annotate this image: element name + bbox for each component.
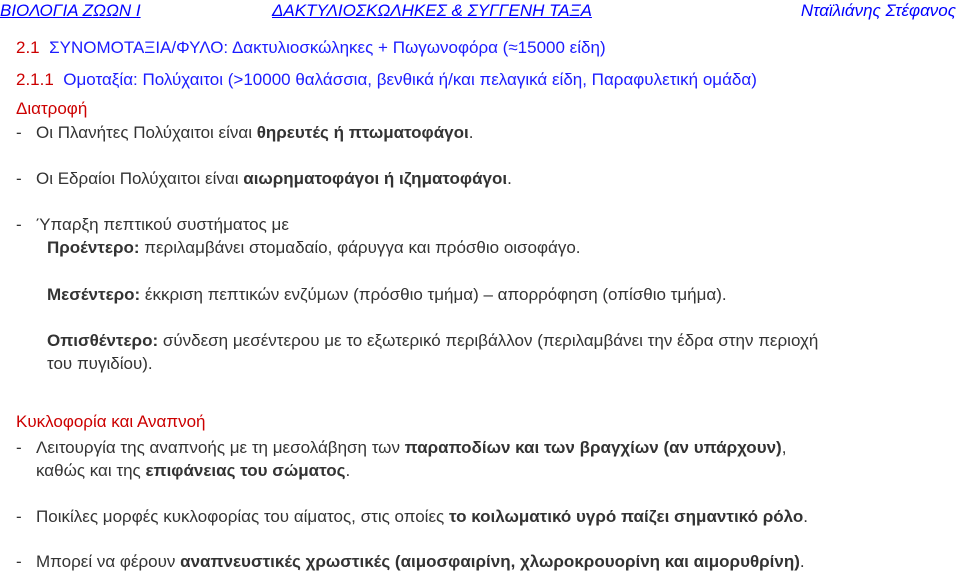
heading-text: ΣΥΝΟΜΟΤΑΞΙΑ/ΦΥΛΟ: Δακτυλιοσκώληκες + Πωγωνοφόρα (≈15000 είδη) [49,38,606,57]
text: . [345,461,351,480]
bold-text: επιφάνειας του σώματος [145,461,346,480]
text: Οι Πλανήτες Πολύχαιτοι είναι [36,123,257,142]
author-name: Νταϊλιάνης Στέφανος [800,1,956,20]
bullet-dash: - [16,507,22,526]
section-title-circulation: Κυκλοφορία και Αναπνοή [16,412,206,431]
bold-text: Οπισθέντερο: [47,331,159,350]
bullet-digestive [16,214,289,236]
text: . [803,507,808,526]
hindgut-line-cont: του πυγιδίου). [47,354,153,373]
bullet-sedentary [16,168,512,190]
bullet-dash: - [16,438,22,457]
bold-text: θηρευτές ή πτωματοφάγοι [256,123,469,142]
heading-class [16,69,757,91]
text: Λειτουργία της αναπνοής με τη μεσολάβηση των [36,438,405,457]
text: , [781,438,787,457]
bullet-dash: - [16,169,22,188]
text: καθώς και της [36,461,146,480]
bold-text: παραποδίων και των βραγχίων (αν υπάρχουν) [404,438,782,457]
bullet-respiration-cont [36,460,350,482]
midgut-line [47,284,727,306]
bullet-dash: - [16,215,22,234]
text: . [507,169,512,188]
bullet-respiration [16,437,786,459]
bullet-wandering [16,122,473,144]
heading-phylum [16,37,606,59]
heading-number: 2.1.1 [16,70,54,89]
bold-text: Προέντερο: [47,238,140,257]
bullet-dash: - [16,552,22,571]
heading-text: Ομοταξία: Πολύχαιτοι (>10000 θαλάσσια, βενθικά ή/και πελαγικά είδη, Παραφυλετική ομάδα) [63,70,757,89]
text: Ύπαρξη πεπτικού συστήματος με [36,215,289,234]
text: Ποικίλες μορφές κυκλοφορίας του αίματος, στις οποίες [36,507,449,526]
foregut-line [47,237,581,259]
text: . [799,552,805,571]
text: Οι Εδραίοι Πολύχαιτοι είναι [36,169,244,188]
heading-number: 2.1 [16,38,40,57]
bold-text: αιωρηματοφάγοι ή ιζηματοφάγοι [243,169,508,188]
course-title: ΒΙΟΛΟΓΙΑ ΖΩΩΝ Ι [0,1,141,20]
bold-text: Μεσέντερο: [47,285,141,304]
bold-text: το κοιλωματικό υγρό παίζει σημαντικό ρόλο [448,507,804,526]
bullet-pigments [16,551,805,573]
chapter-title: ΔΑΚΤΥΛΙΟΣΚΩΛΗΚΕΣ & ΣΥΓΓΕΝΗ ΤΑΞΑ [272,1,592,20]
text: έκκριση πεπτικών ενζύμων (πρόσθιο τμήμα) – απορρόφηση (οπίσθιο τμήμα). [140,285,727,304]
bullet-circulation [16,506,808,528]
section-title-diet: Διατροφή [16,99,88,118]
hindgut-line [47,330,818,352]
page-header [0,0,959,24]
bullet-dash: - [16,123,22,142]
text: Μπορεί να φέρουν [36,552,181,571]
text: . [468,123,474,142]
text: σύνδεση μεσέντερου με το εξωτερικό περιβάλλον (περιλαμβάνει την έδρα στην περιοχή [158,331,819,350]
text: περιλαμβάνει στομαδαίο, φάρυγγα και πρόσθιο οισοφάγο. [139,238,581,257]
bold-text: αναπνευστικές χρωστικές (αιμοσφαιρίνη, χλωροκρουορίνη και αιμορυθρίνη) [180,552,800,571]
